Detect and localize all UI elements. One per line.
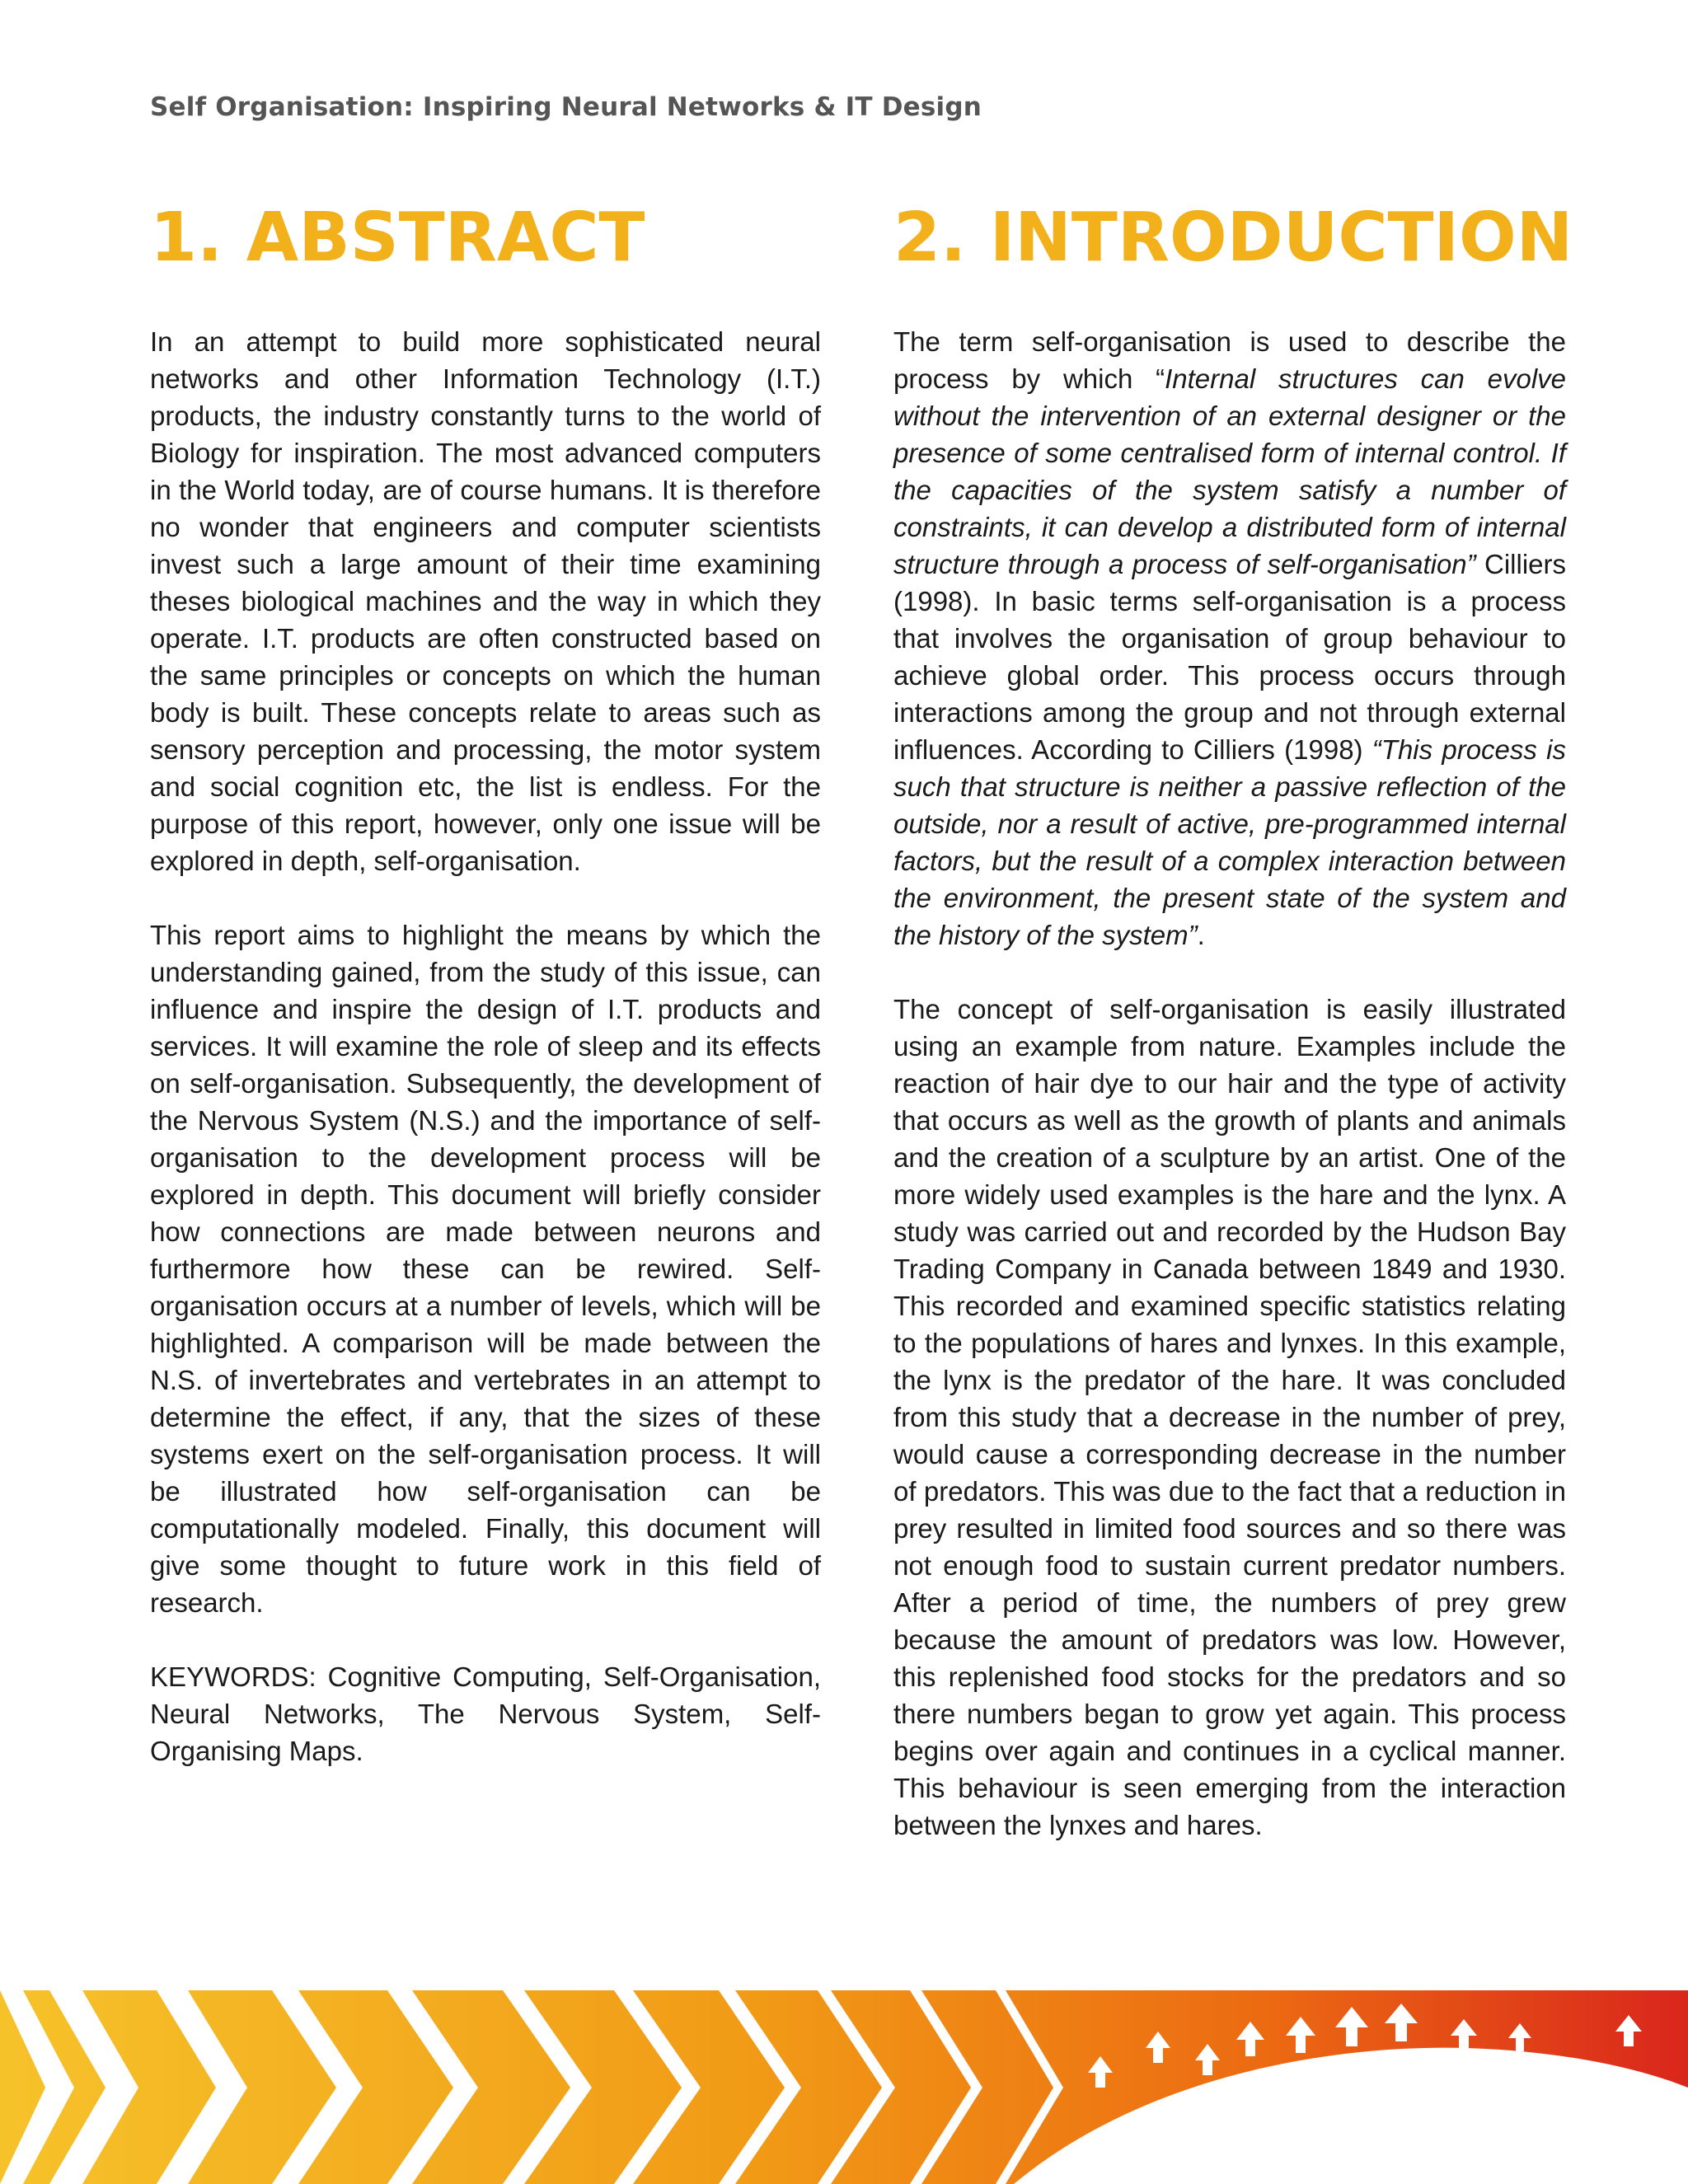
introduction-paragraph-2: The concept of self-organisation is easily illustrated using an example from nature. Examples include the reaction of hair dye to our hair and the type of activity that occurs as well as the growth of plants and animals and the creation of a sculpture by an artist. One of the more widely used examples is the hare and the lynx. A study was carried out and recorded by the Hudson Bay Trading Company in Canada between 1849 and 1930. This recorded and examined specific statistics relating to the populations of hares and lynxes. In this example, the lynx is the predator of the hare. It was concluded from this study that a decrease in the number of prey, would cause a corresponding decrease in the number of predators. This was due to the fact that a reduction in prey resulted in limited food sources and so there was not enough food to sustain current predator numbers. After a period of time, the numbers of prey grew because the amount of predators was low. However, this replenished food stocks for the predators and so there numbers began to grow yet again. This process begins over again and continues in a cyclical manner. This behaviour is seen emerging from the interaction between the lynxes and hares. [893, 994, 1566, 1840]
intro-quote-1: Internal structures can evolve without the intervention of an external designer or the presence of some centralised form of internal control. If the capacities of the system satisfy a number of constraints, it can develop a distributed form of internal structure through a process of self-organisation” [893, 363, 1566, 579]
introduction-paragraph-1 [893, 323, 1566, 954]
intro-text-b: Cilliers (1998). In basic terms self-organisation is a process that involves the organisation of group behaviour to achieve global order. This process occurs through interactions among the group and not through external influences. According to Cilliers (1998) [893, 549, 1566, 765]
intro-quote-2: “This process is such that structure is neither a passive reflection of the outside, nor a result of active, pre-programmed internal factors, but the result of a complex interaction between the environment, the present state of the system and the history of the system” [893, 734, 1566, 950]
running-header: Self Organisation: Inspiring Neural Networks & IT Design [150, 92, 982, 122]
intro-text-a: The term self-organisation is used to describe the process by which “ [893, 326, 1566, 394]
abstract-heading: 1. ABSTRACT [150, 199, 645, 277]
intro-text-end: . [1197, 920, 1205, 950]
abstract-paragraph-2: This report aims to highlight the means by which the understanding gained, from the study of this issue, can influence and inspire the design of I.T. products and services. It will examine the role of sleep and its effects on self-organisation. Subsequently, the development of the Nervous System (N.S.) and the importance of self-organisation to the development process will be explored in depth. This document will briefly consider how connections are made between neurons and furthermore how these can be rewired. Self-organisation occurs at a number of levels, which will be highlighted. A comparison will be made between the N.S. of invertebrates and vertebrates in an attempt to determine the effect, if any, that the sizes of these systems exert on the self-organisation process. It will be illustrated how self-organisation can be computationally modeled. Finally, this document will give some thought to future work in this field of research. [150, 920, 821, 1618]
abstract-section [150, 199, 821, 1807]
chevron-arrows-graphic [0, 1990, 1688, 2184]
keywords: KEYWORDS: Cognitive Computing, Self-Organisation, Neural Networks, The Nervous System, Self-Organising Maps. [150, 1661, 821, 1766]
abstract-paragraph-1: In an attempt to build more sophisticated neural networks and other Information Technology (I.T.) products, the industry constantly turns to the world of Biology for inspiration. The most advanced computers in the World today, are of course humans. It is therefore no wonder that engineers and computer scientists invest such a large amount of their time examining theses biological machines and the way in which they operate. I.T. products are often constructed based on the same principles or concepts on which the human body is built. These concepts relate to areas such as sensory perception and processing, the motor system and social cognition etc, the list is endless. For the purpose of this report, however, only one issue will be explored in depth, self-organisation. [150, 326, 821, 876]
introduction-section [893, 199, 1573, 1881]
footer-decorative-band [0, 1990, 1688, 2184]
introduction-heading: 2. INTRODUCTION [893, 199, 1573, 277]
